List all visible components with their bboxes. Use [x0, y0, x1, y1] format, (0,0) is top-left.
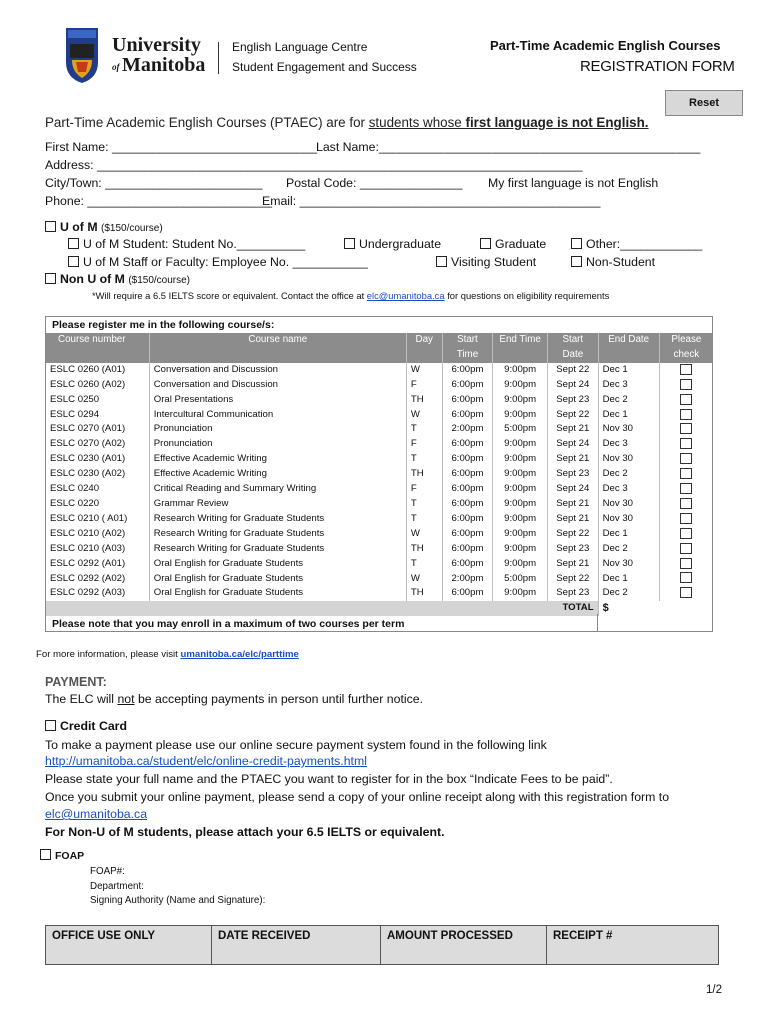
course-checkbox[interactable] [680, 409, 692, 420]
graduate-label: Graduate [495, 237, 547, 251]
course-start-date-cell: Sept 24 [548, 437, 599, 452]
more-info [36, 649, 299, 660]
visiting-student-option[interactable] [436, 255, 536, 269]
course-end-date-cell: Nov 30 [598, 497, 659, 512]
address-field[interactable]: Address: _______________________________________________________________________ [45, 158, 583, 172]
course-name-cell: Pronunciation [149, 422, 406, 437]
uofm-label: U of M [60, 220, 98, 234]
course-check-cell [659, 542, 713, 557]
course-day-cell: F [406, 378, 442, 393]
course-day-cell: TH [406, 467, 442, 482]
course-start-date-cell: Sept 21 [548, 497, 599, 512]
course-end-time-cell: 9:00pm [493, 527, 548, 542]
non-uofm-checkbox[interactable] [45, 273, 56, 284]
non-uofm-requirement: For Non-U of M students, please attach your 6.5 IELTS or equivalent. [45, 825, 445, 839]
course-end-date-cell: Dec 3 [598, 378, 659, 393]
course-name-header: Course name [149, 333, 406, 363]
payment-notice [45, 692, 423, 706]
course-name-cell: Pronunciation [149, 437, 406, 452]
course-name-cell: Conversation and Discussion [149, 378, 406, 393]
table-row [46, 408, 713, 423]
course-day-cell: F [406, 482, 442, 497]
course-start-date-cell: Sept 22 [548, 572, 599, 587]
shield-icon [64, 26, 100, 84]
course-name-cell: Critical Reading and Summary Writing [149, 482, 406, 497]
course-start-time-cell: 6:00pm [442, 437, 493, 452]
uofm-student-checkbox[interactable] [68, 238, 79, 249]
course-day-cell: W [406, 572, 442, 587]
uofm-staff-option[interactable] [68, 255, 368, 269]
course-check-cell [659, 378, 713, 393]
course-start-time-cell: 6:00pm [442, 408, 493, 423]
uofm-staff-checkbox[interactable] [68, 256, 79, 267]
course-number-cell: ESLC 0270 (A01) [50, 423, 126, 435]
end-date-header: End Date [598, 333, 659, 363]
course-day-cell: T [406, 452, 442, 467]
table-row [46, 497, 713, 512]
course-number-cell: ESLC 0292 (A01) [50, 557, 126, 569]
course-end-date-cell: Dec 2 [598, 467, 659, 482]
payment-instruction-2: Please state your full name and the PTAEC you want to register for in the box “Indicate Fees to be paid”. [45, 772, 613, 786]
more-info-text: For more information, please visit [36, 649, 181, 660]
intro-start: Part-Time Academic English Courses (PTAEC) are for [45, 115, 369, 130]
course-name-cell: Effective Academic Writing [149, 452, 406, 467]
last-name-field[interactable]: Last Name:_______________________________________________ [316, 140, 701, 154]
table-header-row [46, 333, 713, 363]
course-end-time-cell: 9:00pm [493, 378, 548, 393]
course-end-date-cell: Dec 1 [598, 572, 659, 587]
undergraduate-checkbox[interactable] [344, 238, 355, 249]
credit-card-label: Credit Card [60, 719, 127, 733]
non-uofm-option[interactable] [45, 272, 190, 286]
course-check-cell [659, 363, 713, 378]
course-checkbox[interactable] [680, 543, 692, 554]
foap-checkbox[interactable] [40, 849, 51, 860]
course-number-cell: ESLC 0210 (A03) [50, 542, 126, 554]
logo-university: University [112, 34, 201, 56]
course-end-date-cell: Nov 30 [598, 512, 659, 527]
course-check-cell [659, 557, 713, 572]
credit-card-checkbox[interactable] [45, 720, 56, 731]
non-uofm-label: Non U of M [60, 272, 125, 286]
header-divider [218, 42, 219, 74]
course-number-cell: ESLC 0210 (A02) [50, 527, 126, 539]
intro-text [45, 115, 649, 130]
course-start-time-cell: 2:00pm [442, 422, 493, 437]
table-row [46, 393, 713, 408]
course-end-date-cell: Dec 2 [598, 542, 659, 557]
course-start-date-cell: Sept 22 [548, 363, 599, 378]
ielts-note-end: for questions on eligibility requirements [444, 290, 610, 301]
course-number-cell: ESLC 0220 [50, 497, 100, 509]
course-start-time-cell: 6:00pm [442, 527, 493, 542]
course-checkbox[interactable] [680, 364, 692, 375]
course-checkbox[interactable] [680, 438, 692, 449]
course-end-time-cell: 9:00pm [493, 437, 548, 452]
max-note-divider [597, 614, 598, 632]
city-field[interactable]: City/Town: _______________________ [45, 176, 263, 190]
payment-notice-end: be accepting payments in person until further notice. [134, 692, 424, 706]
course-end-time-cell: 9:00pm [493, 512, 548, 527]
undergraduate-label: Undergraduate [359, 237, 442, 251]
other-option[interactable] [571, 237, 702, 251]
department-label: Department: [90, 881, 144, 892]
course-end-date-cell: Dec 2 [598, 393, 659, 408]
form-title: Part-Time Academic English Courses [490, 38, 721, 53]
course-checkbox[interactable] [680, 423, 692, 434]
course-end-time-cell: 9:00pm [493, 452, 548, 467]
course-number-cell: ESLC 0210 ( A01) [50, 512, 128, 524]
course-end-time-cell: 9:00pm [493, 363, 548, 378]
foap-number-label: FOAP#: [90, 866, 125, 877]
graduate-option[interactable] [480, 237, 546, 251]
course-start-date-cell: Sept 21 [548, 422, 599, 437]
table-row [46, 422, 713, 437]
signing-authority-label: Signing Authority (Name and Signature): [90, 895, 266, 906]
course-check-cell [659, 422, 713, 437]
postal-code-field[interactable]: Postal Code: _______________ [286, 176, 463, 190]
page-number: 1/2 [706, 984, 722, 996]
email-field[interactable]: Email: ____________________________________________ [262, 194, 601, 208]
course-start-time-cell: 6:00pm [442, 452, 493, 467]
table-row [46, 452, 713, 467]
course-day-cell: W [406, 527, 442, 542]
non-student-label: Non-Student [586, 255, 656, 269]
course-checkbox[interactable] [680, 498, 692, 509]
course-checkbox[interactable] [680, 468, 692, 479]
table-row [46, 527, 713, 542]
course-name-cell: Effective Academic Writing [149, 467, 406, 482]
course-start-date-cell: Sept 22 [548, 408, 599, 423]
course-day-cell: F [406, 437, 442, 452]
course-check-cell [659, 393, 713, 408]
intro-underline: students whose [368, 115, 466, 130]
course-start-time-cell: 6:00pm [442, 467, 493, 482]
uofm-student-label: U of M Student: Student No.__________ [83, 237, 306, 251]
course-end-date-cell: Nov 30 [598, 557, 659, 572]
course-check-cell [659, 452, 713, 467]
course-name-cell: Research Writing for Graduate Students [149, 512, 406, 527]
course-start-date-cell: Sept 22 [548, 527, 599, 542]
register-heading: Please register me in the following course/s: [52, 319, 275, 331]
course-end-time-cell: 9:00pm [493, 557, 548, 572]
course-start-date-cell: Sept 21 [548, 557, 599, 572]
centre-department: Student Engagement and Success [232, 60, 417, 74]
course-number-cell: ESLC 0240 [50, 483, 100, 495]
course-start-time-cell: 2:00pm [442, 572, 493, 587]
course-end-date-cell: Dec 3 [598, 482, 659, 497]
course-end-time-cell: 9:00pm [493, 542, 548, 557]
uofm-price: ($150/course) [101, 223, 163, 234]
payment-instruction-1: To make a payment please use our online secure payment system found in the following link [45, 738, 547, 752]
course-checkbox[interactable] [680, 558, 692, 569]
visiting-student-checkbox[interactable] [436, 256, 447, 267]
course-start-time-cell: 6:00pm [442, 482, 493, 497]
course-day-cell: W [406, 363, 442, 378]
table-row [46, 363, 713, 378]
date-received: DATE RECEIVED [212, 926, 381, 965]
course-start-time-cell: 6:00pm [442, 586, 493, 601]
logo-manitoba: Manitoba [122, 54, 206, 76]
course-start-time-cell: 6:00pm [442, 542, 493, 557]
course-name-cell: Intercultural Communication [149, 408, 406, 423]
graduate-checkbox[interactable] [480, 238, 491, 249]
course-check-cell [659, 527, 713, 542]
course-checkbox[interactable] [680, 528, 692, 539]
first-language-label: My first language is not English [488, 176, 659, 190]
course-day-cell: TH [406, 393, 442, 408]
table-row [46, 482, 713, 497]
course-name-cell: Research Writing for Graduate Students [149, 527, 406, 542]
other-label: Other:____________ [586, 237, 703, 251]
course-end-time-cell: 9:00pm [493, 586, 548, 601]
course-name-cell: Oral English for Graduate Students [149, 586, 406, 601]
credit-card-option[interactable] [45, 719, 127, 733]
course-check-cell [659, 467, 713, 482]
course-name-cell: Grammar Review [149, 497, 406, 512]
course-start-date-cell: Sept 21 [548, 512, 599, 527]
course-day-cell: T [406, 497, 442, 512]
uofm-checkbox[interactable] [45, 221, 56, 232]
undergraduate-option[interactable] [344, 237, 441, 251]
total-row [46, 601, 713, 616]
course-end-time-cell: 9:00pm [493, 393, 548, 408]
courses-table-box [45, 316, 713, 632]
course-name-cell: Research Writing for Graduate Students [149, 542, 406, 557]
centre-name: English Language Centre [232, 40, 368, 54]
payment-instruction-3: Once you submit your online payment, please send a copy of your online receipt along with this registration form to [45, 790, 670, 804]
online-payment-link[interactable]: http://umanitoba.ca/student/elc/online-credit-payments.html [45, 754, 367, 768]
non-uofm-price: ($150/course) [128, 275, 191, 286]
max-courses-note: Please note that you may enroll in a maximum of two courses per term [52, 618, 405, 630]
course-check-cell [659, 586, 713, 601]
course-end-date-cell: Dec 1 [598, 527, 659, 542]
table-row [46, 512, 713, 527]
course-check-cell [659, 572, 713, 587]
course-end-time-cell: 9:00pm [493, 467, 548, 482]
first-name-field[interactable]: First Name: ______________________________ [45, 140, 318, 154]
course-start-date-cell: Sept 24 [548, 482, 599, 497]
course-end-time-cell: 9:00pm [493, 408, 548, 423]
total-label: TOTAL [46, 601, 598, 616]
course-end-date-cell: Nov 30 [598, 422, 659, 437]
course-start-time-cell: 6:00pm [442, 378, 493, 393]
course-start-time-cell: 6:00pm [442, 497, 493, 512]
table-row [46, 467, 713, 482]
day-header: Day [406, 333, 442, 363]
foap-label: FOAP [55, 850, 85, 862]
course-check-cell [659, 408, 713, 423]
parttime-link[interactable]: umanitoba.ca/elc/parttime [180, 649, 299, 660]
course-check-cell [659, 437, 713, 452]
office-use-only: OFFICE USE ONLY [46, 926, 212, 965]
course-checkbox[interactable] [680, 572, 692, 583]
amount-processed: AMOUNT PROCESSED [381, 926, 547, 965]
course-start-time-cell: 6:00pm [442, 393, 493, 408]
reset-button[interactable]: Reset [665, 90, 743, 116]
payment-notice-not: not [117, 692, 135, 706]
course-number-header: Course number [46, 333, 149, 363]
course-check-cell [659, 497, 713, 512]
ielts-note-start: *Will require a 6.5 IELTS score or equivalent. Contact the office at [92, 290, 367, 301]
table-row [46, 586, 713, 601]
elc-email-link[interactable]: elc@umanitoba.ca [45, 807, 148, 821]
course-checkbox[interactable] [680, 394, 692, 405]
intro-bold: first language is not English. [465, 115, 649, 130]
course-start-time-cell: 6:00pm [442, 557, 493, 572]
office-use-table [45, 925, 719, 965]
course-start-date-cell: Sept 23 [548, 393, 599, 408]
course-start-time-cell: 6:00pm [442, 363, 493, 378]
course-number-cell: ESLC 0230 (A01) [50, 453, 126, 465]
course-start-time-cell: 6:00pm [442, 512, 493, 527]
courses-table [46, 333, 713, 616]
table-row [46, 378, 713, 393]
university-logo [64, 26, 214, 86]
course-checkbox[interactable] [680, 587, 692, 598]
course-start-date-cell: Sept 23 [548, 542, 599, 557]
course-end-date-cell: Nov 30 [598, 452, 659, 467]
course-checkbox[interactable] [680, 513, 692, 524]
table-row [46, 437, 713, 452]
course-start-date-cell: Sept 23 [548, 467, 599, 482]
course-name-cell: Oral English for Graduate Students [149, 557, 406, 572]
uofm-student-option[interactable] [68, 237, 305, 251]
course-day-cell: T [406, 512, 442, 527]
course-number-cell: ESLC 0230 (A02) [50, 468, 126, 480]
receipt-number: RECEIPT # [547, 926, 719, 965]
course-day-cell: W [406, 408, 442, 423]
course-number-cell: ESLC 0250 [50, 393, 100, 405]
total-value-field[interactable]: $ [598, 601, 713, 616]
phone-field[interactable]: Phone: ___________________________ [45, 194, 273, 208]
payment-heading: PAYMENT: [45, 675, 107, 689]
course-start-date-cell: Sept 23 [548, 586, 599, 601]
course-name-cell: Oral Presentations [149, 393, 406, 408]
course-end-date-cell: Dec 1 [598, 408, 659, 423]
form-subtitle: REGISTRATION FORM [580, 58, 735, 75]
course-day-cell: TH [406, 542, 442, 557]
table-row [46, 542, 713, 557]
course-check-cell [659, 512, 713, 527]
table-row [46, 557, 713, 572]
course-number-cell: ESLC 0260 (A01) [50, 363, 126, 375]
logo-of: of [112, 62, 120, 72]
course-start-date-cell: Sept 21 [548, 452, 599, 467]
table-row [46, 572, 713, 587]
course-number-cell: ESLC 0260 (A02) [50, 378, 126, 390]
ielts-email-link[interactable]: elc@umanitoba.ca [366, 290, 445, 301]
course-end-date-cell: Dec 2 [598, 586, 659, 601]
course-day-cell: T [406, 422, 442, 437]
please-check-header: Please check [659, 333, 713, 363]
payment-notice-start: The ELC will [45, 692, 118, 706]
end-time-header: End Time [493, 333, 548, 363]
ielts-note [92, 290, 609, 301]
foap-option[interactable] [40, 849, 84, 862]
course-checkbox[interactable] [680, 453, 692, 464]
course-name-cell: Oral English for Graduate Students [149, 572, 406, 587]
course-check-cell [659, 482, 713, 497]
course-start-date-cell: Sept 24 [548, 378, 599, 393]
course-end-date-cell: Dec 1 [598, 363, 659, 378]
start-time-header: Start Time [442, 333, 493, 363]
course-number-cell: ESLC 0292 (A02) [50, 572, 126, 584]
course-day-cell: T [406, 557, 442, 572]
other-checkbox[interactable] [571, 238, 582, 249]
course-number-cell: ESLC 0270 (A02) [50, 438, 126, 450]
non-student-option[interactable] [571, 255, 655, 269]
course-checkbox[interactable] [680, 379, 692, 390]
non-student-checkbox[interactable] [571, 256, 582, 267]
course-end-time-cell: 9:00pm [493, 482, 548, 497]
uofm-staff-label: U of M Staff or Faculty: Employee No. ___________ [83, 255, 368, 269]
course-end-time-cell: 9:00pm [493, 497, 548, 512]
course-number-cell: ESLC 0294 [50, 408, 100, 420]
course-checkbox[interactable] [680, 483, 692, 494]
course-day-cell: TH [406, 586, 442, 601]
course-end-date-cell: Dec 3 [598, 437, 659, 452]
course-name-cell: Conversation and Discussion [149, 363, 406, 378]
uofm-option[interactable] [45, 220, 163, 234]
course-end-time-cell: 5:00pm [493, 572, 548, 587]
start-date-header: Start Date [548, 333, 599, 363]
visiting-student-label: Visiting Student [451, 255, 537, 269]
course-end-time-cell: 5:00pm [493, 422, 548, 437]
course-number-cell: ESLC 0292 (A03) [50, 587, 126, 599]
